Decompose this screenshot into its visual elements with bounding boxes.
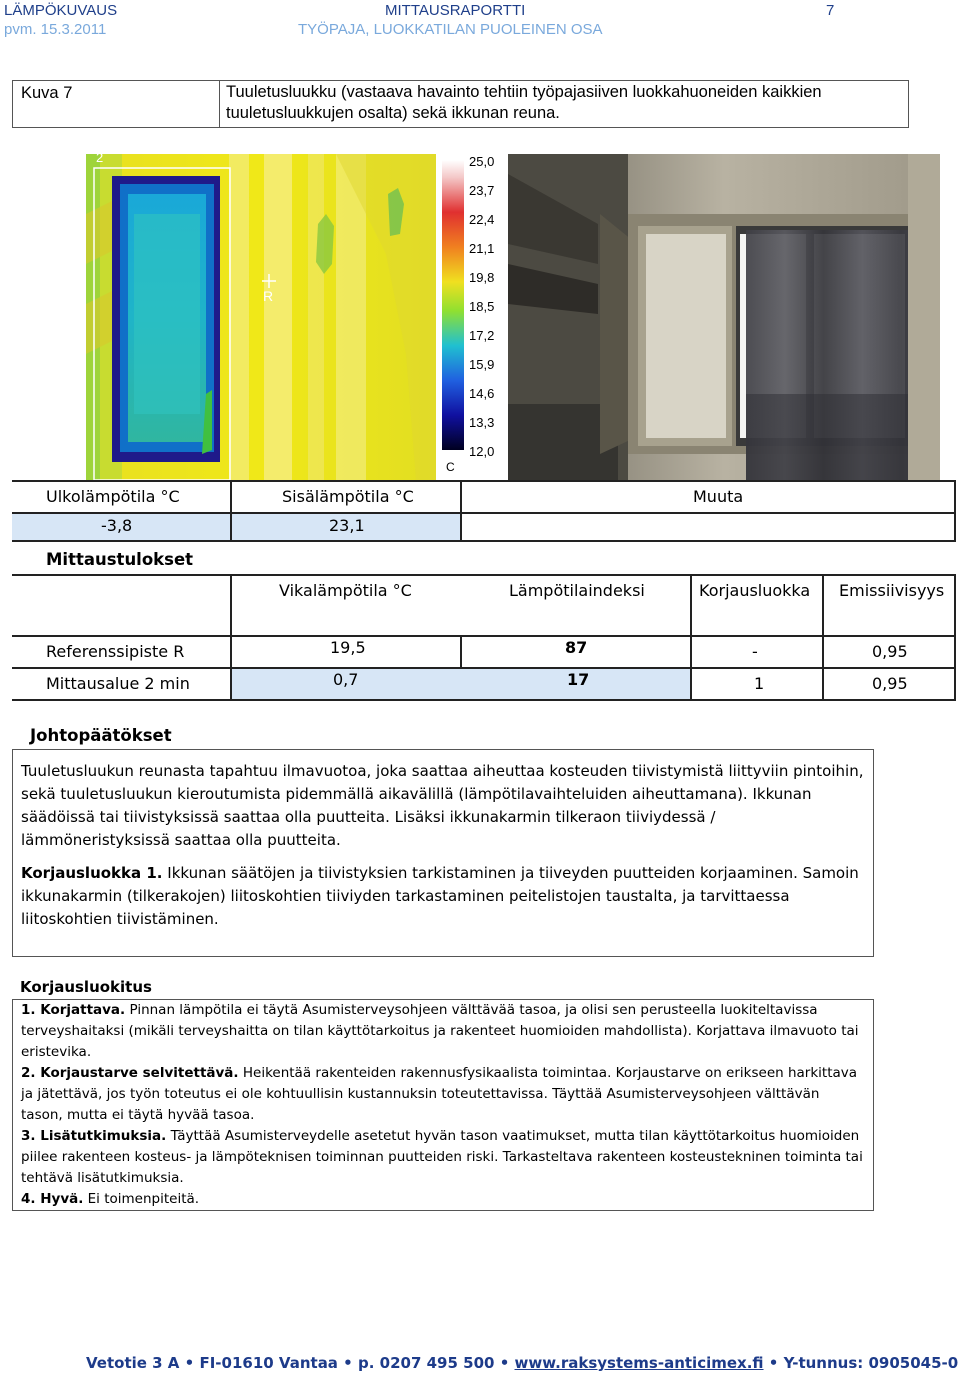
row-correction: - bbox=[752, 642, 758, 661]
row-correction: 1 bbox=[754, 674, 765, 693]
header-left-title: LÄMPÖKUVAUS bbox=[4, 2, 118, 19]
footer-postal: FI-01610 Vantaa bbox=[199, 1354, 338, 1372]
row-fault-temp: 19,5 bbox=[330, 638, 366, 657]
conclusions-title: Johtopäätökset bbox=[30, 726, 172, 745]
outdoor-temp-label: Ulkolämpötila °C bbox=[46, 487, 180, 506]
class-item bbox=[21, 1000, 865, 1063]
class-item bbox=[21, 1126, 865, 1189]
header-date: pvm. 15.3.2011 bbox=[4, 21, 107, 38]
conclusions-paragraph-2-text: Ikkunan säätöjen ja tiivistyksien tarkistaminen ja tiiveyden puutteiden korjaaminen. Samoin ikkunakarmin (tilkerakojen) liitoskohtien tiiviyden tarkastaminen peitelistojen taustalta, ja tarvittaessa liitoskohtien tiivistäminen. bbox=[21, 864, 859, 928]
conclusions-paragraph-2 bbox=[21, 862, 865, 931]
row-fault-temp: 0,7 bbox=[333, 670, 359, 689]
area-label: 2 bbox=[96, 154, 104, 165]
header-center-title: MITTAUSRAPORTTI bbox=[385, 2, 526, 19]
classes-title: Korjausluokitus bbox=[20, 978, 152, 996]
footer-address: Vetotie 3 A bbox=[86, 1354, 180, 1372]
marker-label: R bbox=[263, 288, 274, 304]
footer-separator: • bbox=[184, 1354, 200, 1372]
footer-business-id: Y-tunnus: 0905045-0 bbox=[783, 1354, 959, 1372]
results-title: Mittaustulokset bbox=[46, 550, 194, 569]
row-emissivity: 0,95 bbox=[872, 642, 908, 661]
footer-phone: p. 0207 495 500 bbox=[357, 1354, 495, 1372]
scale-tick-label: 18,5 bbox=[469, 299, 495, 314]
class-item-text: Täyttää Asumisterveydelle asetetut hyvän tason vaatimukset, mutta tilan käyttötarkoitus huomioiden piilee rakenteen kosteus- ja lämpöteknisen toiminnan puutteiden riski. Tarkasteltava rakenteen kosteustekninen toiminta tai tehtävä lisätutkimuksia. bbox=[21, 1128, 863, 1186]
row-temp-index: 17 bbox=[567, 670, 590, 689]
correction-class-label: Korjausluokka 1. bbox=[21, 864, 163, 882]
class-item-text: Ei toimenpiteitä. bbox=[87, 1191, 200, 1207]
scale-tick-label: 22,4 bbox=[469, 212, 495, 227]
scale-tick-label: 23,7 bbox=[469, 183, 495, 198]
conclusions-paragraph-1: Tuuletusluukun reunasta tapahtuu ilmavuotoa, joka saattaa aiheuttaa kosteuden tiivistymistä liittyviin pintoihin, sekä tuuletusluukun kieroutumista pidemmällä aikavälillä (lämpötilavaihteluiden aiheuttamana). Ikkunan säädöissä tai tiivistyksissä saattaa olla puutteita. Lisäksi ikkunakarmin tilkeraon tiiviydessä / lämmöneristyksissä saattaa olla puutteita. bbox=[21, 762, 864, 849]
class-item-label: 2. Korjaustarve selvitettävä. bbox=[21, 1065, 239, 1081]
footer-separator: • bbox=[343, 1354, 358, 1372]
results-highlight bbox=[232, 669, 690, 699]
thermal-image bbox=[86, 154, 436, 480]
row-label: Referenssipiste R bbox=[46, 642, 185, 661]
col-emissivity: Emissiivisyys bbox=[839, 581, 945, 600]
caption-label: Kuva 7 bbox=[21, 84, 73, 102]
footer-website-link[interactable]: www.raksystems-anticimex.fi bbox=[514, 1354, 764, 1372]
class-item bbox=[21, 1189, 865, 1210]
header-subtitle: TYÖPAJA, LUOKKATILAN PUOLEINEN OSA bbox=[298, 21, 603, 38]
footer-separator: • bbox=[499, 1354, 515, 1372]
row-label: Mittausalue 2 min bbox=[46, 674, 190, 693]
indoor-temp-label: Sisälämpötila °C bbox=[282, 487, 414, 506]
conditions-value-row bbox=[12, 512, 460, 540]
scale-tick-label: 19,8 bbox=[469, 270, 495, 285]
class-item-label: 3. Lisätutkimuksia. bbox=[21, 1128, 167, 1144]
class-item bbox=[21, 1063, 865, 1126]
other-label: Muuta bbox=[693, 487, 744, 506]
scale-tick-label: 14,6 bbox=[469, 386, 495, 401]
scale-tick-label: 12,0 bbox=[469, 444, 495, 459]
scale-tick-label: 25,0 bbox=[469, 154, 495, 169]
scale-tick-label: 13,3 bbox=[469, 415, 495, 430]
scale-tick-label: 17,2 bbox=[469, 328, 495, 343]
scale-unit: C bbox=[446, 460, 455, 474]
conclusions-box bbox=[12, 749, 874, 957]
caption-box bbox=[12, 80, 909, 128]
class-item-text: Heikentää rakenteiden rakennusfysikaalista toimintaa. Korjaustarve on erikseen harkittava ja jätettävä, jos työn toteutus ei ole kohtuullisin kustannuksin toteutettavissa. Täyttää Asumisterveysohjeen välttävän tason, mutta ei täytä hyvää tasoa. bbox=[21, 1065, 858, 1123]
page-number: 7 bbox=[826, 2, 835, 19]
scale-tick-label: 15,9 bbox=[469, 357, 495, 372]
caption-text: Tuuletusluukku (vastaava havainto tehtiin työpajasiiven luokkahuoneiden kaikkien tuuletusluukkujen osalta) sekä ikkunan reuna. bbox=[226, 83, 822, 122]
class-item-text: Pinnan lämpötila ei täytä Asumisterveysohjeen välttävää tasoa, ja olisi sen perusteella luokiteltavissa terveyshaitaksi (mikäli terveyshaitta on tilan käyttötarkoitus ja rakenteet huomioiden mahdollista). Korjattava ilmavuoto tai eristevika. bbox=[21, 1002, 859, 1060]
color-scale-bar bbox=[442, 160, 464, 450]
class-item-label: 4. Hyvä. bbox=[21, 1191, 84, 1207]
row-temp-index: 87 bbox=[565, 638, 588, 657]
room-photo bbox=[508, 154, 940, 480]
row-emissivity: 0,95 bbox=[872, 674, 908, 693]
class-item-label: 1. Korjattava. bbox=[21, 1002, 126, 1018]
outdoor-temp-value: -3,8 bbox=[101, 516, 133, 535]
temperature-scale bbox=[436, 154, 508, 480]
indoor-temp-value: 23,1 bbox=[329, 516, 365, 535]
footer bbox=[86, 1354, 958, 1372]
col-fault-temp: Vikalämpötila °C bbox=[279, 581, 412, 600]
classes-box bbox=[12, 999, 874, 1211]
col-correction: Korjausluokka bbox=[699, 581, 811, 600]
scale-tick-label: 21,1 bbox=[469, 241, 495, 256]
col-temp-index: Lämpötilaindeksi bbox=[509, 581, 645, 600]
footer-separator: • bbox=[768, 1354, 784, 1372]
